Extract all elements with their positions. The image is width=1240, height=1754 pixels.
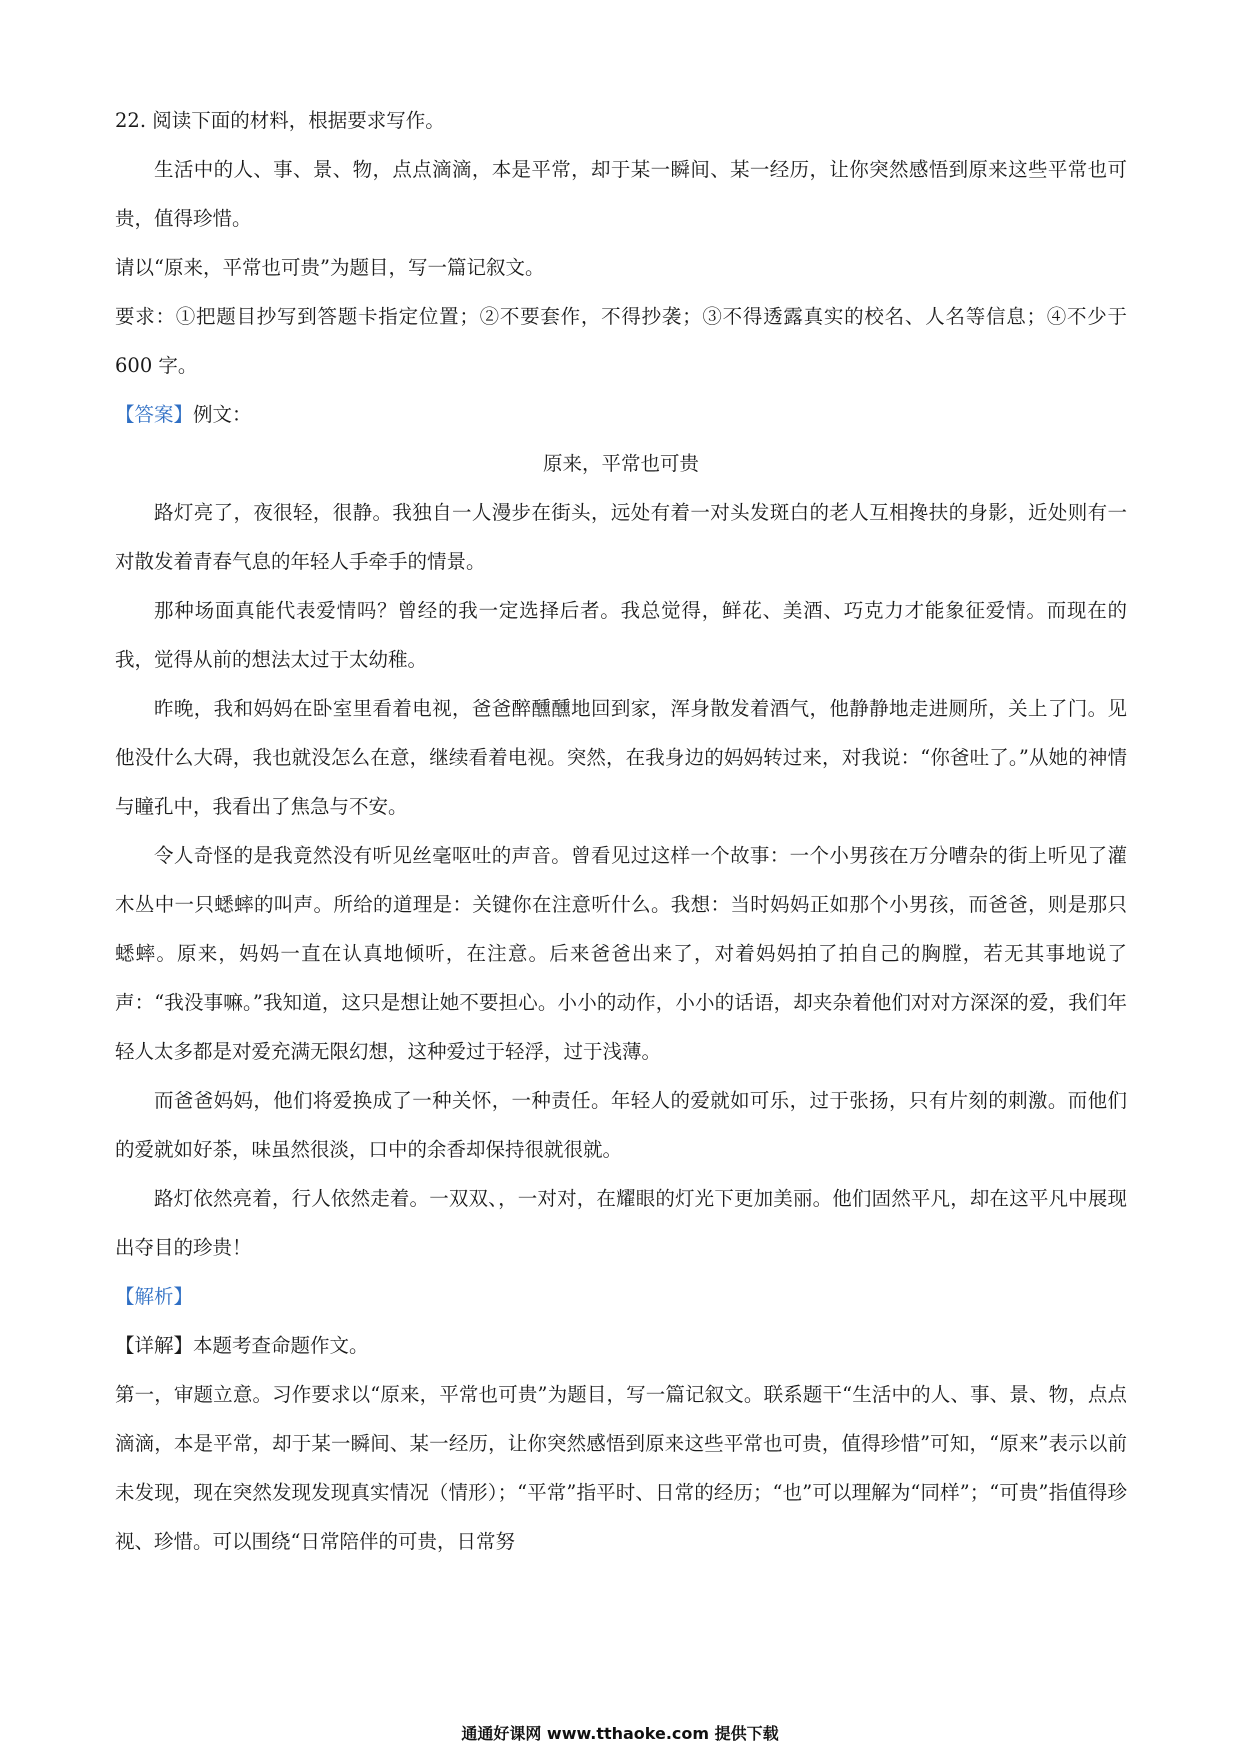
essay-paragraph: 昨晚，我和妈妈在卧室里看着电视，爸爸醉醺醺地回到家，浑身散发着酒气，他静静地走进厕所，关上了门。见他没什么大碍，我也就没怎么在意，继续看着电视。突然，在我身边的妈妈转过来，对我说：“你爸吐了。”从她的神情与瞳孔中，我看出了焦急与不安。 <box>115 697 1127 818</box>
analysis-line <box>115 1272 1127 1321</box>
question-instruction: 请以“原来，平常也可贵”为题目，写一篇记叙文。 <box>115 256 545 279</box>
essay-paragraph: 路灯依然亮着，行人依然走着。一双双、，一对对，在耀眼的灯光下更加美丽。他们固然平凡，却在这平凡中展现出夺目的珍贵！ <box>115 1187 1127 1259</box>
question-material: 生活中的人、事、景、物，点点滴滴，本是平常，却于某一瞬间、某一经历，让你突然感悟到原来这些平常也可贵，值得珍惜。 <box>115 158 1127 230</box>
answer-tag: 【答案】 <box>115 403 194 426</box>
essay-paragraph: 令人奇怪的是我竟然没有听见丝毫呕吐的声音。曾看见过这样一个故事：一个小男孩在万分嘈杂的街上听见了灌木丛中一只蟋蟀的叫声。所给的道理是：关键你在注意听什么。我想：当时妈妈正如那个小男孩，而爸爸，则是那只蟋蟀。原来，妈妈一直在认真地倾听，在注意。后来爸爸出来了，对着妈妈拍了拍自己的胸膛，若无其事地说了声：“我没事嘛。”我知道，这只是想让她不要担心。小小的动作，小小的话语，却夹杂着他们对对方深深的爱，我们年轻人太多都是对爱充满无限幻想，这种爱过于轻浮，过于浅薄。 <box>115 844 1127 1063</box>
answer-label: 例文： <box>193 403 252 426</box>
detail-line <box>115 1321 1127 1370</box>
page-footer: 通通好课网 www.tthaoke.com 提供下载 <box>461 1724 779 1743</box>
essay-paragraph: 那种场面真能代表爱情吗？曾经的我一定选择后者。我总觉得，鲜花、美酒、巧克力才能象征爱情。而现在的我，觉得从前的想法太过于太幼稚。 <box>115 599 1127 671</box>
answer-line <box>115 390 1127 439</box>
detail-text: 本题考查命题作文。 <box>193 1334 369 1357</box>
analysis-first-point: 第一，审题立意。习作要求以“原来，平常也可贵”为题目，写一篇记叙文。联系题干“生活中的人、事、景、物，点点滴滴，本是平常，却于某一瞬间、某一经历，让你突然感悟到原来这些平常也可贵，值得珍惜”可知，“原来”表示以前未发现，现在突然发现发现真实情况（情形）；“平常”指平时、日常的经历；“也”可以理解为“同样”；“可贵”指值得珍视、珍惜。可以围绕“日常陪伴的可贵，日常努 <box>115 1383 1127 1553</box>
question-heading: 22. 阅读下面的材料，根据要求写作。 <box>115 109 445 132</box>
analysis-tag: 【解析】 <box>115 1285 194 1308</box>
detail-tag: 【详解】 <box>115 1334 194 1357</box>
essay-title: 原来，平常也可贵 <box>542 452 699 475</box>
page-content <box>115 96 1127 1566</box>
question-requirements: 要求：①把题目抄写到答题卡指定位置；②不要套作，不得抄袭；③不得透露真实的校名、人名等信息；④不少于 600 字。 <box>115 305 1127 377</box>
essay-paragraph: 路灯亮了，夜很轻，很静。我独自一人漫步在街头，远处有着一对头发斑白的老人互相搀扶的身影，近处则有一对散发着青春气息的年轻人手牵手的情景。 <box>115 501 1127 573</box>
essay-paragraph: 而爸爸妈妈，他们将爱换成了一种关怀，一种责任。年轻人的爱就如可乐，过于张扬，只有片刻的刺激。而他们的爱就如好茶，味虽然很淡，口中的余香却保持很就很就。 <box>115 1089 1127 1161</box>
